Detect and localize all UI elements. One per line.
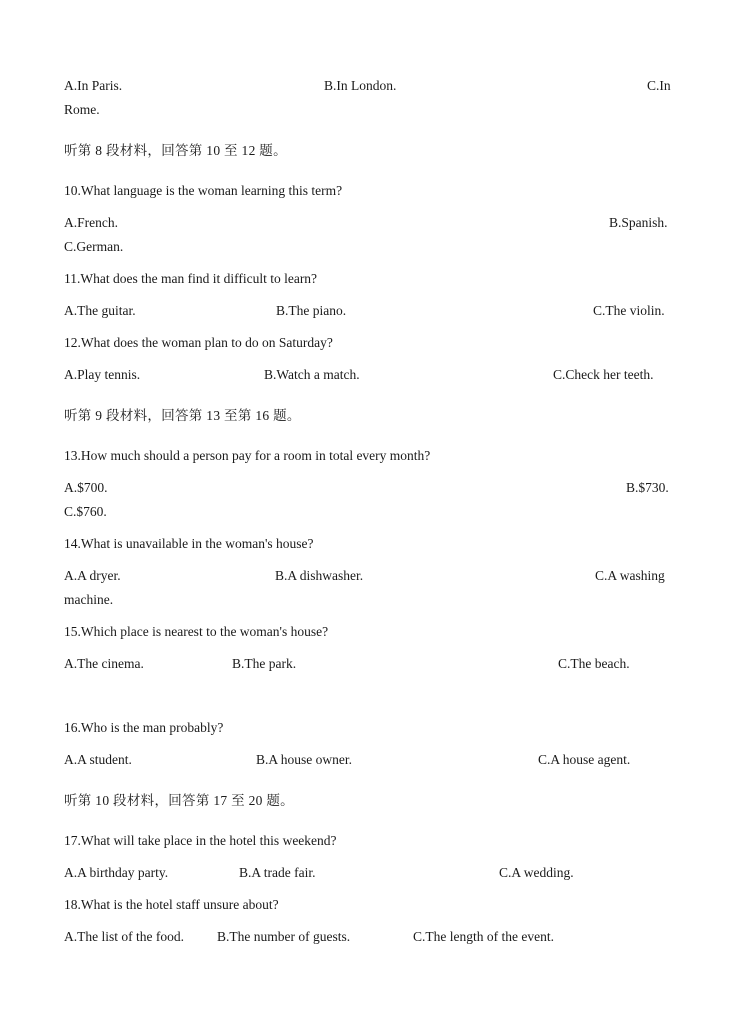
q12-option-c: C.Check her teeth. [553,367,654,382]
q9-option-c: C.In [647,78,671,93]
q14-option-a: A.A dryer. [64,568,121,583]
section-9-header: 听第 9 段材料，回答第 13 至第 16 题。 [64,408,301,423]
q10-option-c: C.German. [64,239,124,254]
q16-option-b: B.A house owner. [256,752,352,767]
q16-option-a: A.A student. [64,752,132,767]
q12-option-b: B.Watch a match. [264,367,360,382]
q11-question: 11.What does the man find it difficult to learn? [64,271,318,286]
q18-option-a: A.The list of the food. [64,929,184,944]
q11-option-a: A.The guitar. [64,303,136,318]
q17-option-b: B.A trade fair. [239,865,316,880]
q16-option-c: C.A house agent. [538,752,631,767]
q10-question: 10.What language is the woman learning this term? [64,183,343,198]
q11-option-b: B.The piano. [276,303,347,318]
q14-option-c-continued: machine. [64,592,114,607]
q16-question: 16.Who is the man probably? [64,720,224,735]
q12-option-a: A.Play tennis. [64,367,141,382]
q11-option-c: C.The violin. [593,303,665,318]
q15-option-b: B.The park. [232,656,297,671]
q18-option-b: B.The number of guests. [217,929,351,944]
q15-option-c: C.The beach. [558,656,630,671]
q15-option-a: A.The cinema. [64,656,144,671]
q13-option-b: B.$730. [626,480,669,495]
q9-option-c-continued: Rome. [64,102,100,117]
section-10-header: 听第 10 段材料，回答第 17 至 20 题。 [64,793,294,808]
section-8-header: 听第 8 段材料，回答第 10 至 12 题。 [64,143,287,158]
q13-question: 13.How much should a person pay for a room in total every month? [64,448,431,463]
q18-question: 18.What is the hotel staff unsure about? [64,897,279,912]
q18-option-c: C.The length of the event. [413,929,554,944]
q17-question: 17.What will take place in the hotel this weekend? [64,833,337,848]
q9-option-a: A.In Paris. [64,78,123,93]
q17-option-c: C.A wedding. [499,865,574,880]
q14-question: 14.What is unavailable in the woman's house? [64,536,314,551]
q12-question: 12.What does the woman plan to do on Saturday? [64,335,333,350]
q13-option-a: A.$700. [64,480,108,495]
q13-option-c: C.$760. [64,504,107,519]
q17-option-a: A.A birthday party. [64,865,169,880]
q9-option-b: B.In London. [324,78,397,93]
q14-option-c: C.A washing [595,568,665,583]
q10-option-a: A.French. [64,215,118,230]
q10-option-b: B.Spanish. [609,215,668,230]
q14-option-b: B.A dishwasher. [275,568,364,583]
q15-question: 15.Which place is nearest to the woman's house? [64,624,329,639]
